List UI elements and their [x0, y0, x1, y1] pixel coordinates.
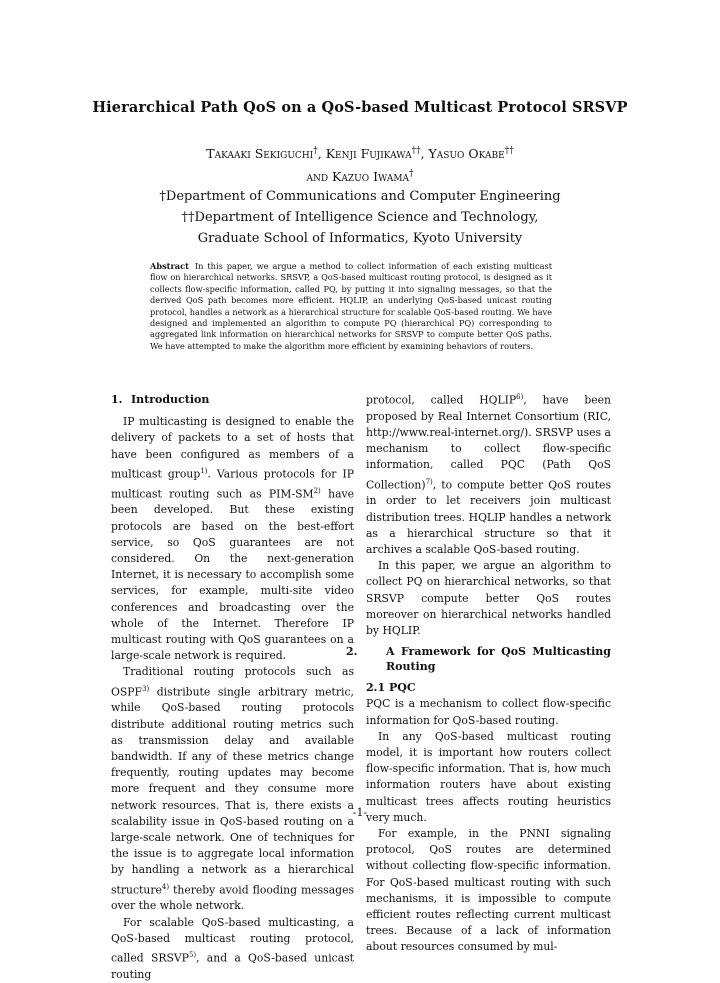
author-name: Takaaki Sekiguchi [206, 146, 314, 162]
section-heading [111, 392, 354, 408]
abstract-text: In this paper, we argue a method to collect information of each existing multicast flow on hierarchical networks. SRSVP, a QoS-based multicast routing protocol, is designed as it collects flow-specific information, called PQ, by putting it into signaling messages, so that the derived QoS path becomes more efficient. HQLIP, an underlying QoS-based unicast routing protocol, handles a network as a hierarchical structure for scalable QoS-based routing. We have designed and implemented an algorithm to compute PQ (hierarchical PQ) corresponding to aggregated link information on hierarchical networks for SRSVP to compute better QoS paths. We have attempted to make the algorithm more efficient by examining behaviors of routers. [150, 261, 552, 351]
paragraph: In this paper, we argue an algorithm to collect PQ on hierarchical networks, so that SRSVP compute better QoS routes moreover on hierarchical networks handled by HQLIP. [366, 559, 611, 638]
author-name: Kazuo Iwama [332, 169, 410, 185]
affiliation-line: ††Department of Intelligence Science and Technology, [181, 210, 539, 225]
author-name: Kenji Fujikawa [325, 146, 412, 162]
author-line-2 [0, 164, 720, 187]
right-column [346, 389, 611, 956]
affiliation-mark: † [409, 169, 414, 180]
citation: 4) [161, 882, 170, 891]
paragraph: IP multicasting is designed to enable the delivery of packets to a set of hosts that have been configured as members of a multicast group$^{1)}$. Various protocols for IP multicast routing such as PIM-SM$^{2)}$ have been developed. But these existing protocols are based on the best-effort service, so QoS guarantees are not considered. On the next-generation Internet, it is necessary to accomplish some services, for example, multi-site video conferences and broadcasting over the whole of the Internet. Therefore IP multicast routing with QoS guarantees on a large-scale network is required. [111, 415, 355, 663]
citation: 5) [188, 951, 197, 960]
section-title: A Framework for QoS Multicasting Routing [386, 645, 611, 674]
citation: 2) [313, 486, 321, 495]
left-column [111, 389, 354, 983]
affiliation-line: Graduate School of Informatics, Kyoto University [197, 231, 523, 246]
affiliations [0, 186, 720, 249]
section-title: Introduction [131, 393, 210, 406]
paragraph: Traditional routing protocols such as OSPF$^{3)}$ distribute single arbitrary metric, while QoS-based routing protocols distribute additional routing metrics such as transmission delay and available bandwidth. If any of these metrics change frequently, routing updates may become more frequent and they consume more network resources. That is, there exists a scalability issue in QoS-based routing on a large-scale network. One of techniques for the issue is to aggregate local information by handling a network as a hierarchical structure$^{4)}$ thereby avoid flooding messages over the whole network. [111, 665, 354, 913]
author-separator: , [317, 146, 326, 162]
affiliation-line: †Department of Communications and Computer Engineering [159, 189, 561, 204]
section-number: 1. [111, 393, 123, 406]
citation: 7) [425, 477, 433, 486]
author-conjunction: and [306, 169, 333, 185]
page-number: -1- [352, 806, 368, 819]
paragraph: protocol, called HQLIP$^{6)}$, have been proposed by Real Internet Consortium (RIC, http://www.real-internet.org/). SRSVP uses a mechanism to collect flow-specific information, called PQC (Path QoS Collection)$^{7)}$, to compute better QoS routes in order to let receivers join multicast distribution trees. HQLIP handles a network as a hierarchical structure so that it archives a scalable QoS-based routing. [366, 393, 611, 557]
abstract-label: Abstract [150, 261, 189, 271]
section-number: 2. [346, 645, 358, 659]
citation: 3) [142, 684, 150, 693]
author-separator: , [420, 146, 429, 162]
paper-title: Hierarchical Path QoS on a QoS-based Multicast Protocol SRSVP [92, 99, 628, 116]
abstract [150, 261, 552, 352]
paragraph: PQC is a mechanism to collect flow-specific information for QoS-based routing. [366, 697, 611, 727]
author-line-1 [0, 141, 720, 164]
paragraph: For example, in the PNNI signaling protocol, QoS routes are determined without collecting flow-specific information. For QoS-based multicast routing with such mechanisms, it is impossible to compute efficient routes reflecting current multicast trees. Because of a lack of information about resources consumed by mul- [366, 827, 611, 954]
author-name: Yasuo Okabe [428, 146, 505, 162]
affiliation-mark: † [313, 146, 318, 156]
subsection-heading: 2.1 PQC [366, 681, 416, 695]
affiliation-mark: †† [411, 146, 421, 156]
section-heading [346, 644, 611, 674]
citation: 6) [516, 393, 524, 401]
affiliation-mark: †† [504, 146, 514, 156]
paragraph: For scalable QoS-based multicasting, a QoS-based multicast routing protocol, called SRSVP$^{5)}$, and a QoS-based unicast routing [111, 915, 355, 981]
author-list [0, 141, 720, 187]
citation: 1) [200, 466, 208, 475]
paragraph: In any QoS-based multicast routing model, it is important how routers collect flow-specific information. That is, how much information routers have about existing multicast trees affects routing heuristics very much. [366, 729, 611, 824]
